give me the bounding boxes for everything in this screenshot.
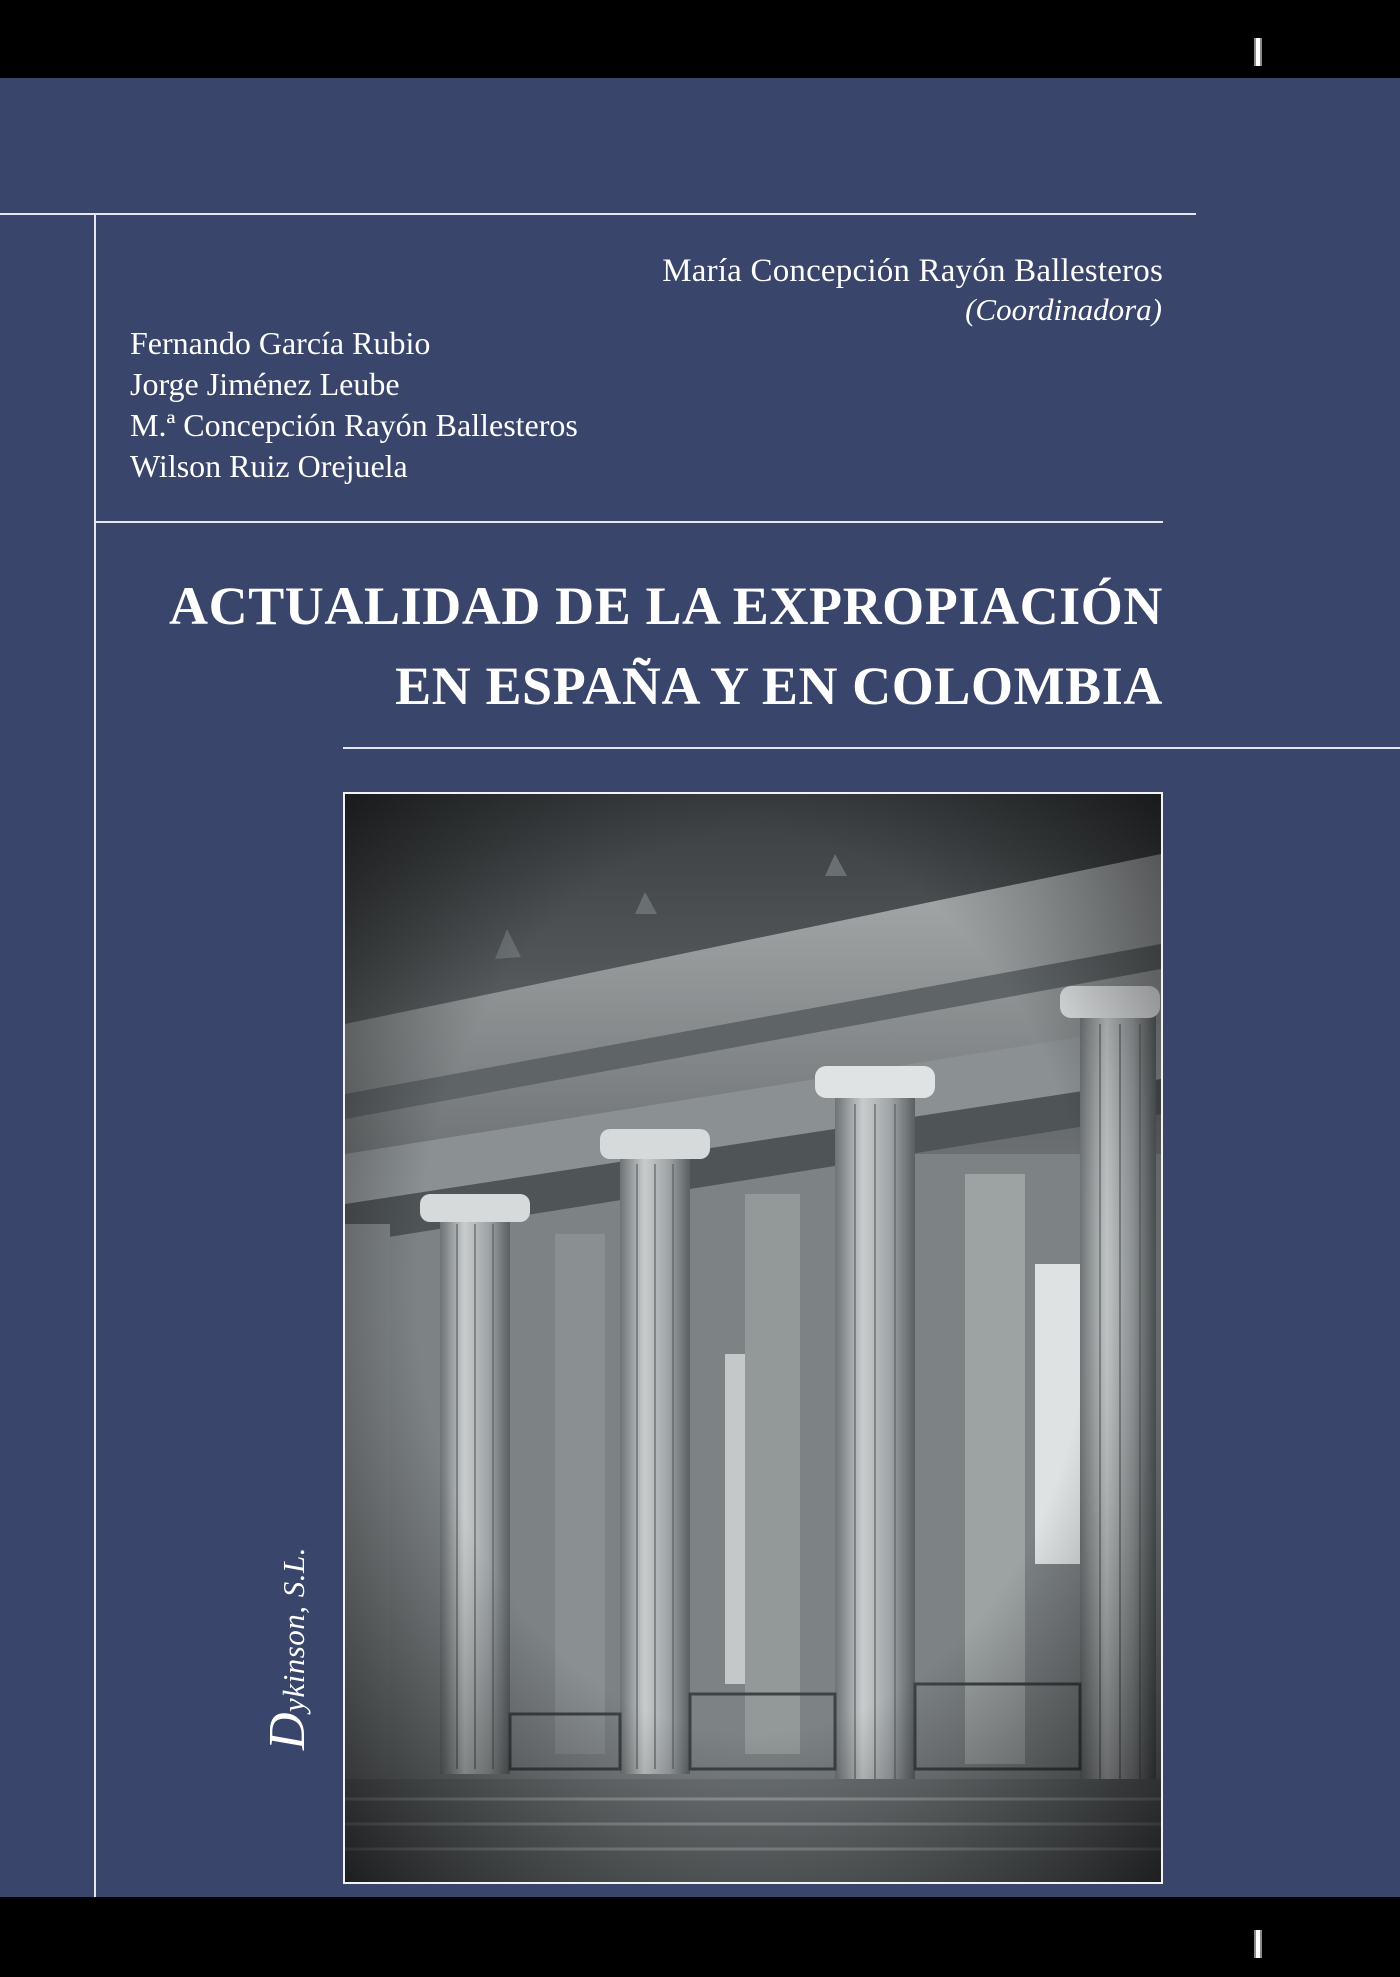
- authors-divider-rule: [94, 521, 1163, 523]
- top-crop-mark: [1254, 38, 1262, 66]
- left-vertical-rule: [94, 213, 96, 1897]
- author-name: Fernando García Rubio: [130, 325, 431, 361]
- author-list: [130, 323, 578, 487]
- publisher-initial: D: [259, 1711, 316, 1750]
- bottom-crop-mark: [1254, 1930, 1262, 1958]
- coordinator-name: María Concepción Rayón Ballesteros: [662, 253, 1163, 289]
- colonnade-photo: [343, 792, 1163, 1884]
- title-underline-rule: [343, 747, 1400, 749]
- book-title: [169, 566, 1163, 726]
- author-name: Wilson Ruiz Orejuela: [130, 448, 408, 484]
- book-title-line-2: EN ESPAÑA Y EN COLOMBIA: [395, 656, 1163, 716]
- top-crop-band: [0, 0, 1400, 78]
- neoclassical-colonnade-icon: [345, 794, 1161, 1882]
- author-name: M.ª Concepción Rayón Ballesteros: [130, 407, 578, 443]
- author-name: Jorge Jiménez Leube: [130, 366, 400, 402]
- coordinator-role: (Coordinadora): [965, 292, 1162, 327]
- book-title-line-1: ACTUALIDAD DE LA EXPROPIACIÓN: [169, 576, 1163, 636]
- top-horizontal-rule: [0, 213, 1196, 215]
- publisher-logo: [258, 1547, 317, 1750]
- publisher-name: ykinson, S.L.: [276, 1547, 311, 1712]
- bottom-crop-band: [0, 1897, 1400, 1977]
